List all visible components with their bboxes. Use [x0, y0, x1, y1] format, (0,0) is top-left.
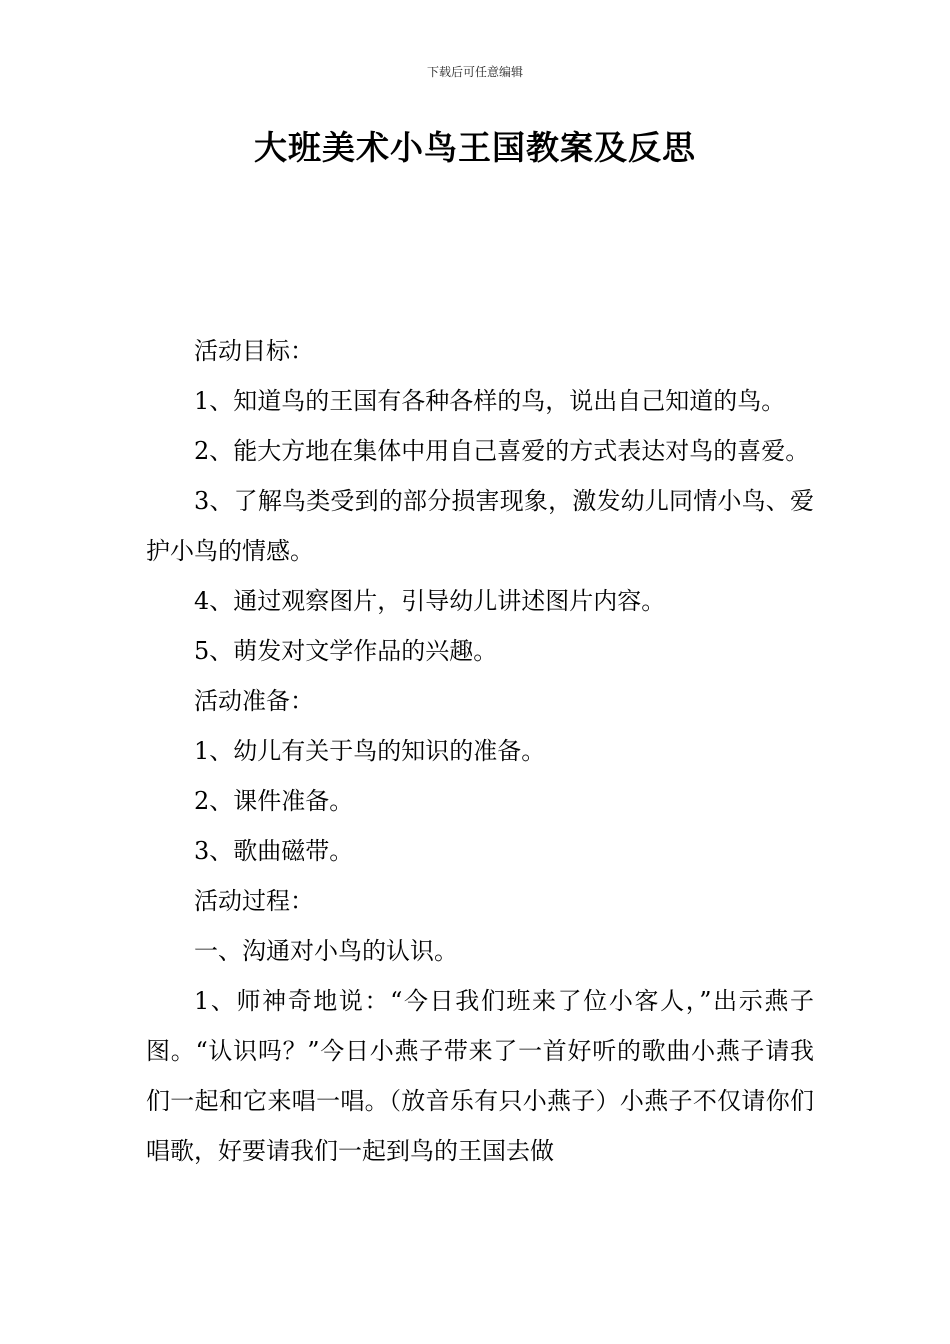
preparation-item-3: 3、歌曲磁带。	[194, 837, 354, 865]
goal-item-3: 3、了解鸟类受到的部分损害现象，激发幼儿同情小鸟、爱护小鸟的情感。	[146, 487, 814, 565]
process-step-heading-1: 一、沟通对小鸟的认识。	[194, 937, 458, 965]
goal-item-4: 4、通过观察图片，引导幼儿讲述图片内容。	[194, 587, 666, 615]
process-paragraph-1: 1、师神奇地说：“今日我们班来了位小客人，”出示燕子图。“认识吗？”今日小燕子带来了一首好听的歌曲小燕子请我们一起和它来唱一唱。（放音乐有只小燕子）小燕子不仅请你们唱歌，好要请我们一起到鸟的王国去做	[146, 987, 814, 1165]
header-note: 下载后可任意编辑	[426, 65, 523, 79]
goal-item-5: 5、萌发对文学作品的兴趣。	[194, 637, 498, 665]
section-heading-preparation: 活动准备：	[194, 687, 314, 715]
section-heading-process: 活动过程：	[194, 887, 314, 915]
document-body	[146, 326, 814, 1176]
preparation-item-2: 2、课件准备。	[194, 787, 354, 815]
goal-item-1: 1、知道鸟的王国有各种各样的鸟，说出自己知道的鸟。	[194, 387, 786, 415]
document-title: 大班美术小鸟王国教案及反思	[254, 128, 696, 167]
section-heading-goals: 活动目标：	[194, 337, 314, 365]
preparation-item-1: 1、幼儿有关于鸟的知识的准备。	[194, 737, 546, 765]
goal-item-2: 2、能大方地在集体中用自己喜爱的方式表达对鸟的喜爱。	[194, 437, 810, 465]
